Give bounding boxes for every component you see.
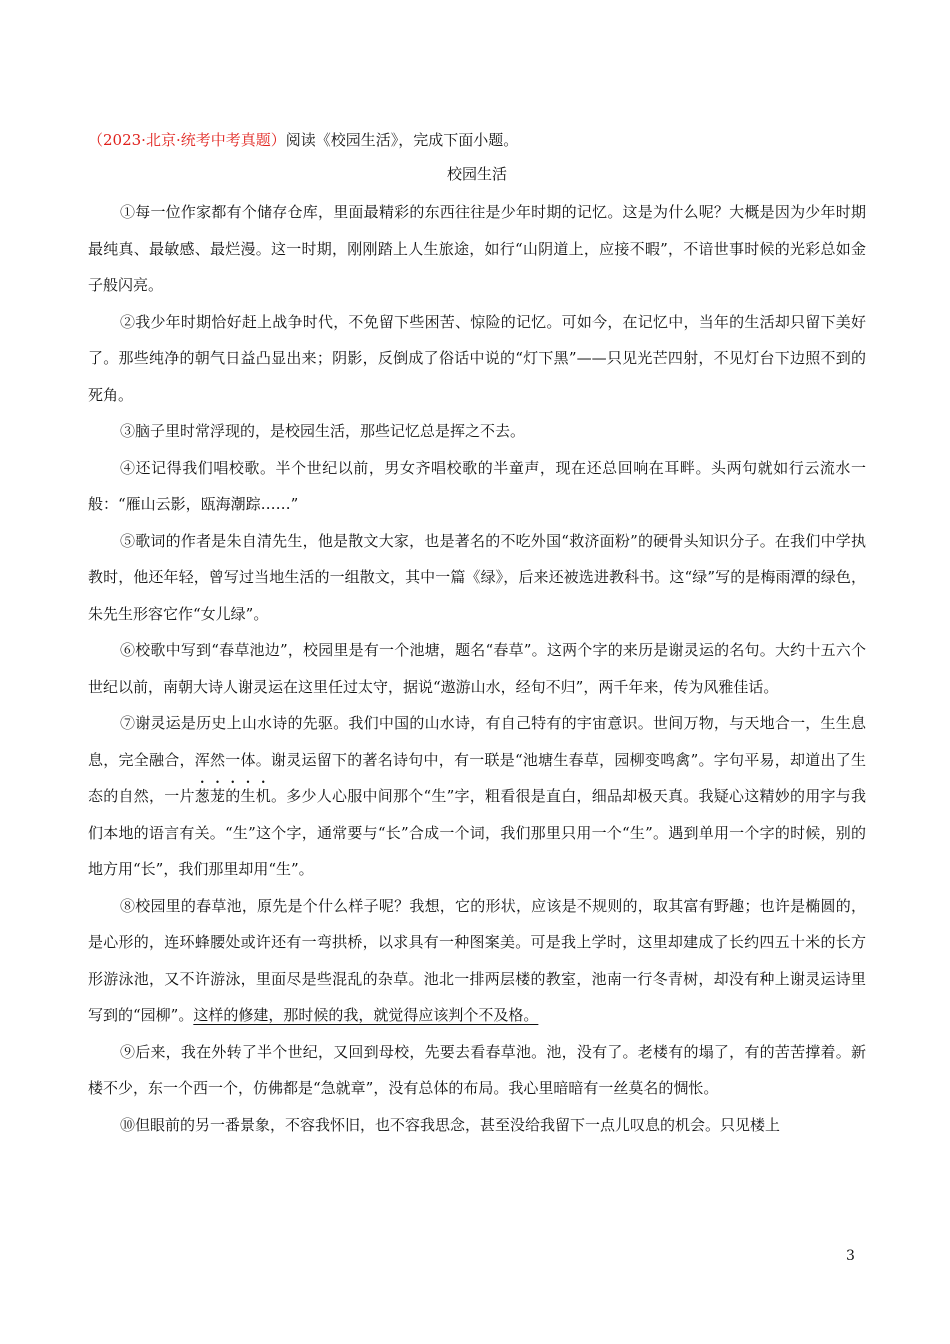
paragraph-7 bbox=[88, 705, 866, 888]
paragraph-1: ①每一位作家都有个储存仓库，里面最精彩的东西往往是少年时期的记忆。这是为什么呢？大概是因为少年时期最纯真、最敏感、最烂漫。这一时期，刚刚踏上人生旅途，如行“山阴道上，应接不暇”，不谙世事时候的光彩总如金子般闪亮。 bbox=[88, 203, 866, 294]
question-intro bbox=[88, 126, 866, 154]
paragraph-10: ⑩但眼前的另一番景象，不容我怀旧，也不容我思念，甚至没给我留下一点儿叹息的机会。只见楼上 bbox=[120, 1115, 781, 1134]
paragraph-3: ③脑子里时常浮现的，是校园生活，那些记忆总是挥之不去。 bbox=[120, 422, 526, 440]
paragraph-8-text: ⑧校园里的春草池，原先是个什么样子呢？我想，它的形状，应该是不规则的，取其富有野趣；也许是椭圆的，是心形的，连环蜂腰处或许还有一弯拱桥，以求具有一种图案美。可是我上学时，这里却建成了长约四五十米的长方形游泳池，又不许游泳，里面尽是些混乱的杂草。池北一排两层楼的教室，池南一行冬青树，却没有种上谢灵运诗里写到的“园柳”。 bbox=[88, 896, 866, 1024]
underlined-sentence: 这样的修建，那时候的我，就觉得应该判个不及格。 bbox=[193, 1006, 539, 1024]
paragraph-6: ⑥校歌中写到“春草池边”，校园里是有一个池塘，题名“春草”。这两个字的来历是谢灵运的名句。大约十五六个世纪以前，南朝大诗人谢灵运在这里任过太守，据说“遨游山水，经旬不归”，两千年来，传为风雅佳话。 bbox=[88, 641, 866, 696]
paragraph-7-text-before: ⑦谢灵运是历史上山水诗的先驱。我们中国的山水诗，有自己特有的宇宙意识。世间万物，与天地合一，生生息息，完全融合，浑然一体。谢灵运留下的著名诗句中，有一联是“池塘生春草，园柳变鸣禽”。字句平易，却道出了生态的自然，一片 bbox=[88, 714, 866, 805]
paragraph-4: ④还记得我们唱校歌。半个世纪以前，男女齐唱校歌的半童声，现在还总回响在耳畔。头两句就如行云流水一般：“雁山云影，瓯海潮踪……” bbox=[88, 458, 866, 513]
paragraph-7-text-after: 。多少人心服中间那个“生”字，粗看很是直白，细品却极天真。我疑心这精妙的用字与我们本地的语言有关。“生”这个字，通常要与“长”合成一个词，我们那里只用一个“生”。遇到单用一个字的时候，别的地方用“长”，我们那里却用“生”。 bbox=[88, 787, 866, 878]
exam-source-tag: （2023·北京·统考中考真题） bbox=[88, 131, 286, 149]
paragraph-2: ②我少年时期恰好赶上战争时代，不免留下些困苦、惊险的记忆。可如今，在记忆中，当年的生活却只留下美好了。那些纯净的朝气日益凸显出来；阴影，反倒成了俗话中说的“灯下黑”——只见光芒四射，不见灯台下边照不到的死角。 bbox=[88, 312, 866, 404]
article-title: 校园生活 bbox=[446, 165, 507, 183]
page-number: 3 bbox=[846, 1248, 855, 1264]
paragraph-5: ⑤歌词的作者是朱自清先生，他是散文大家，也是著名的不吃外国“救济面粉”的硬骨头知识分子。在我们中学执教时，他还年轻，曾写过当地生活的一组散文，其中一篇《绿》，后来还被选进教科书。这“绿”写的是梅雨潭的绿色，朱先生形容它作“女儿绿”。 bbox=[88, 531, 866, 623]
paragraph-9: ⑨后来，我在外转了半个世纪，又回到母校，先要去看春草池。池，没有了。老楼有的塌了，有的苦苦撑着。新楼不少，东一个西一个，仿佛都是“急就章”，没有总体的布局。我心里暗暗有一丝莫名的惆怅。 bbox=[88, 1042, 866, 1097]
reading-instruction: 阅读《校园生活》，完成下面小题。 bbox=[285, 131, 519, 149]
emphasized-phrase: 葱茏的生机 bbox=[194, 787, 271, 805]
paragraph-8 bbox=[88, 888, 866, 1034]
page-content bbox=[88, 126, 866, 1143]
